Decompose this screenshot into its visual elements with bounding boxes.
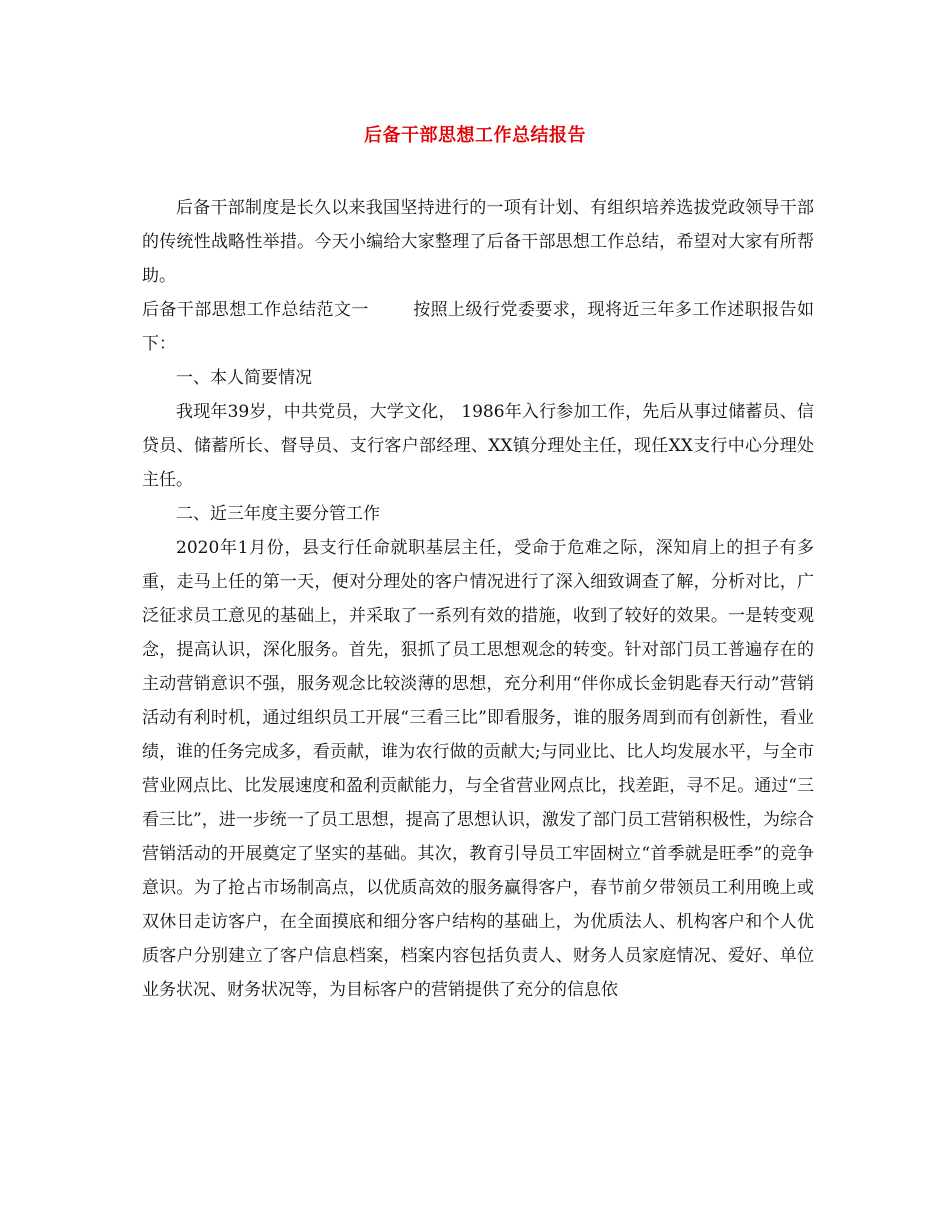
sample-lead: 按照上级行党委要求，现将近三年多工作述职报告如下：	[142, 300, 815, 354]
sample-paragraph	[142, 293, 814, 361]
section1-heading: 一、本人简要情况	[176, 368, 312, 388]
document-title: 后备干部思想工作总结报告	[364, 125, 586, 146]
intro-paragraph: 后备干部制度是长久以来我国坚持进行的一项有计划、有组织培养选拔党政领导干部的传统性战略性举措。今天小编给大家整理了后备干部思想工作总结，希望对大家有所帮助。	[142, 198, 814, 286]
section2-heading: 二、近三年度主要分管工作	[176, 504, 380, 524]
section2-paragraph: 2020年1月份，县支行任命就职基层主任，受命于危难之际，深知肩上的担子有多重，走马上任的第一天，便对分理处的客户情况进行了深入细致调查了解，分析对比，广泛征求员工意见的基础上，并采取了一系列有效的措施，收到了较好的效果。一是转变观念，提高认识，深化服务。首先，狠抓了员工思想观念的转变。针对部门员工普遍存在的主动营销意识不强，服务观念比较淡薄的思想，充分利用“伴你成长金钥匙春天行动”营销活动有利时机，通过组织员工开展“三看三比”即看服务，谁的服务周到而有创新性，看业绩，谁的任务完成多，看贡献，谁为农行做的贡献大;与同业比、比人均发展水平，与全市营业网点比、比发展速度和盈利贡献能力，与全省营业网点比，找差距，寻不足。通过“三看三比”，进一步统一了员工思想，提高了思想认识，激发了部门员工营销积极性，为综合营销活动的开展奠定了坚实的基础。其次，教育引导员工牢固树立“首季就是旺季”的竞争意识。为了抢占市场制高点，以优质高效的服务赢得客户，春节前夕带领员工利用晚上或双休日走访客户，在全面摸底和细分客户结构的基础上，为优质法人、机构客户和个人优质客户分别建立了客户信息档案，档案内容包括负责人、财务人员家庭情况、爱好、单位业务状况、财务状况等，为目标客户的营销提供了充分的信息依	[142, 538, 814, 1000]
sample-heading: 后备干部思想工作总结范文一	[142, 300, 369, 320]
document-body	[142, 191, 814, 1007]
section1-paragraph: 我现年39岁，中共党员，大学文化， 1986年入行参加工作，先后从事过储蓄员、信贷员、储蓄所长、督导员、支行客户部经理、XX镇分理处主任，现任XX支行中心分理处主任。	[142, 402, 814, 490]
